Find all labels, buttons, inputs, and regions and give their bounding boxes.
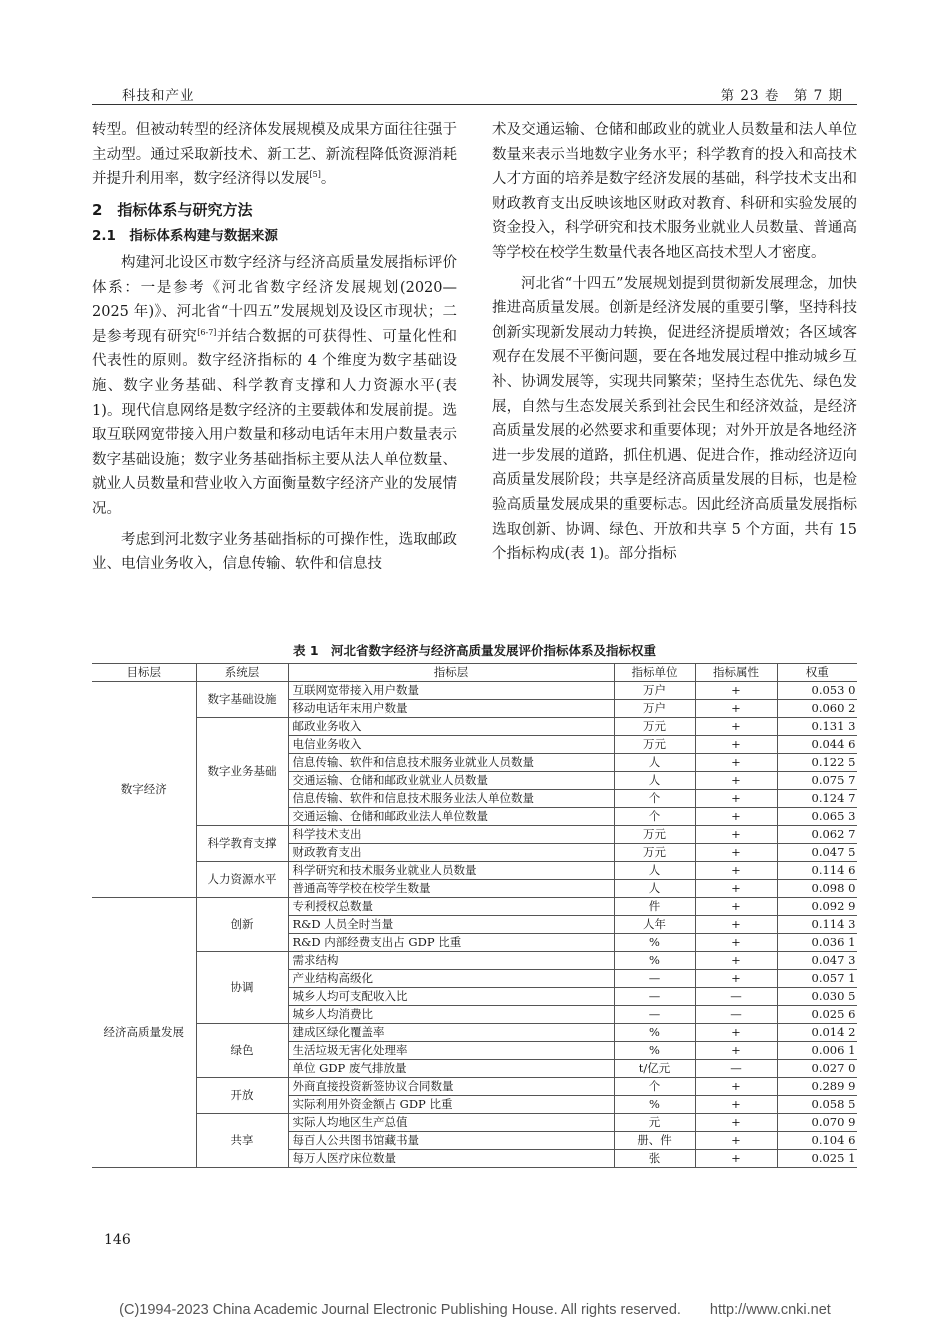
- indicator-cell: 普通高等学校在校学生数量: [288, 880, 614, 898]
- indicator-cell: 外商直接投资新签协议合同数量: [288, 1078, 614, 1096]
- indicator-cell: 城乡人均可支配收入比: [288, 988, 614, 1006]
- citation[interactable]: [5]: [309, 170, 321, 180]
- weight-cell: 0.060 2: [777, 700, 857, 718]
- indicator-cell: 交通运输、仓储和邮政业法人单位数量: [288, 808, 614, 826]
- attribute-cell: +: [695, 718, 777, 736]
- table-row: [92, 898, 857, 916]
- table-row: [92, 1078, 857, 1096]
- weight-cell: 0.044 6: [777, 736, 857, 754]
- section-title: 2 指标体系与研究方法: [92, 200, 253, 219]
- attribute-cell: +: [695, 1042, 777, 1060]
- weight-cell: 0.014 2: [777, 1024, 857, 1042]
- weight-cell: 0.114 3: [777, 916, 857, 934]
- system-layer-cell: 开放: [196, 1078, 288, 1114]
- weight-cell: 0.047 3: [777, 952, 857, 970]
- weight-cell: 0.104 6: [777, 1132, 857, 1150]
- weight-cell: 0.027 0: [777, 1060, 857, 1078]
- column-header: 指标单位: [614, 664, 695, 682]
- unit-cell: 万元: [614, 736, 695, 754]
- indicator-cell: 移动电话年末用户数量: [288, 700, 614, 718]
- attribute-cell: +: [695, 736, 777, 754]
- weight-cell: 0.098 0: [777, 880, 857, 898]
- subsection-title: 2.1 指标体系构建与数据来源: [92, 228, 278, 245]
- indicator-cell: R&D 内部经费支出占 GDP 比重: [288, 934, 614, 952]
- unit-cell: %: [614, 1024, 695, 1042]
- unit-cell: 万户: [614, 700, 695, 718]
- indicator-cell: 产业结构高级化: [288, 970, 614, 988]
- weight-cell: 0.047 5: [777, 844, 857, 862]
- weight-cell: 0.053 0: [777, 682, 857, 700]
- unit-cell: 人: [614, 880, 695, 898]
- left-column: [92, 118, 457, 577]
- indicator-cell: 信息传输、软件和信息技术服务业法人单位数量: [288, 790, 614, 808]
- weight-cell: 0.062 7: [777, 826, 857, 844]
- unit-cell: 万元: [614, 718, 695, 736]
- paragraph: 转型。但被动转型的经济体发展规模及成果方面往往强于主动型。通过采取新技术、新工艺、新流程降低资源消耗并提升利用率，数字经济得以发展[5]。: [92, 122, 457, 188]
- weight-cell: 0.058 5: [777, 1096, 857, 1114]
- system-layer-cell: 科学教育支撑: [196, 826, 288, 862]
- attribute-cell: +: [695, 952, 777, 970]
- attribute-cell: +: [695, 1132, 777, 1150]
- indicator-cell: 财政教育支出: [288, 844, 614, 862]
- paragraph: 术及交通运输、仓储和邮政业的就业人员数量和法人单位数量来表示当地数字业务水平；科学教育的投入和高技术人才方面的培养是数字经济发展的基础，科学技术支出和财政教育支出反映该地区财政对教育、科研和实验发展的资金投入，科学研究和技术服务业就业人员数量、普通高等学校在校学生数量代表各地区高技术型人才密度。: [492, 122, 857, 261]
- indicator-cell: 建成区绿化覆盖率: [288, 1024, 614, 1042]
- weight-cell: 0.065 3: [777, 808, 857, 826]
- unit-cell: 人: [614, 772, 695, 790]
- column-header: 目标层: [92, 664, 196, 682]
- unit-cell: t/亿元: [614, 1060, 695, 1078]
- unit-cell: 万元: [614, 826, 695, 844]
- attribute-cell: +: [695, 826, 777, 844]
- unit-cell: 人: [614, 754, 695, 772]
- weight-cell: 0.092 9: [777, 898, 857, 916]
- system-layer-cell: 绿色: [196, 1024, 288, 1078]
- copyright-notice: (C)1994-2023 China Academic Journal Electronic Publishing House. All rights reserved. http://www.cnki.net: [119, 1302, 831, 1318]
- paragraph: 河北省“十四五”发展规划提到贯彻新发展理念，加快推进高质量发展。创新是经济发展的重要引擎，坚持科技创新实现新发展动力转换，促进经济提质增效；各区域客观存在发展不平衡问题，要在各地发展过程中推动城乡互补、协调发展等，实现共同繁荣；坚持生态优先、绿色发展，自然与生态发展关系到社会民生和经济效益，是经济高质量发展的必然要求和重要体现；对外开放是各地经济进一步发展的道路，抓住机遇、促进合作，推动经济迈向高质量发展阶段；共享是经济高质量发展的目标，也是检验高质量发展成果的重要标志。因此经济高质量发展指标选取创新、协调、绿色、开放和共享 5 个方面，共有 15 个指标构成(表 1)。部分指标: [492, 275, 857, 563]
- attribute-cell: +: [695, 862, 777, 880]
- table-row: [92, 1024, 857, 1042]
- issue-info: 第 23 卷 第 7 期: [720, 88, 843, 104]
- table-row: [92, 826, 857, 844]
- attribute-cell: +: [695, 898, 777, 916]
- attribute-cell: +: [695, 1078, 777, 1096]
- indicator-cell: R&D 人员全时当量: [288, 916, 614, 934]
- indicator-cell: 实际人均地区生产总值: [288, 1114, 614, 1132]
- table-header-row: [92, 664, 857, 682]
- indicator-cell: 交通运输、仓储和邮政业就业人员数量: [288, 772, 614, 790]
- unit-cell: 个: [614, 1078, 695, 1096]
- indicator-cell: 互联网宽带接入用户数量: [288, 682, 614, 700]
- unit-cell: 册、件: [614, 1132, 695, 1150]
- citation[interactable]: [6-7]: [197, 327, 217, 337]
- column-header: 指标属性: [695, 664, 777, 682]
- running-header: [92, 84, 857, 105]
- attribute-cell: +: [695, 1096, 777, 1114]
- weight-cell: 0.075 7: [777, 772, 857, 790]
- indicator-cell: 专利授权总数量: [288, 898, 614, 916]
- indicator-table: [92, 663, 857, 1168]
- attribute-cell: +: [695, 970, 777, 988]
- journal-name: 科技和产业: [122, 88, 195, 104]
- attribute-cell: +: [695, 880, 777, 898]
- page-number: 146: [104, 1232, 131, 1248]
- attribute-cell: +: [695, 790, 777, 808]
- indicator-cell: 科学研究和技术服务业就业人员数量: [288, 862, 614, 880]
- system-layer-cell: 人力资源水平: [196, 862, 288, 898]
- system-layer-cell: 共享: [196, 1114, 288, 1168]
- paragraph: 构建河北设区市数字经济与经济高质量发展指标评价体系：一是参考《河北省数字经济发展规划(2020—2025 年)》、河北省“十四五”发展规划及设区市现状；二是参考现有研究[6-7]并结合数据的可获得性、可量化性和代表性的原则。数字经济指标的 4 个维度为数字基础设施、数字业务基础、科学教育支撑和人力资源水平(表 1)。现代信息网络是数字经济的主要载体和发展前提。选取互联网宽带接入用户数量和移动电话年末用户数量表示数字基础设施；数字业务基础指标主要从法人单位数量、就业人员数量和营业收入方面衡量数字经济产业的发展情况。: [92, 254, 458, 517]
- weight-cell: 0.289 9: [777, 1078, 857, 1096]
- indicator-cell: 科学技术支出: [288, 826, 614, 844]
- goal-layer-cell: 数字经济: [92, 682, 196, 898]
- indicator-cell: 电信业务收入: [288, 736, 614, 754]
- right-column: [492, 118, 857, 567]
- attribute-cell: —: [695, 1060, 777, 1078]
- indicator-cell: 需求结构: [288, 952, 614, 970]
- weight-cell: 0.025 1: [777, 1150, 857, 1168]
- attribute-cell: +: [695, 754, 777, 772]
- attribute-cell: +: [695, 1150, 777, 1168]
- unit-cell: 件: [614, 898, 695, 916]
- attribute-cell: +: [695, 772, 777, 790]
- weight-cell: 0.114 6: [777, 862, 857, 880]
- column-header: 系统层: [196, 664, 288, 682]
- indicator-cell: 单位 GDP 废气排放量: [288, 1060, 614, 1078]
- indicator-cell: 城乡人均消费比: [288, 1006, 614, 1024]
- unit-cell: %: [614, 1042, 695, 1060]
- indicator-cell: 每百人公共图书馆藏书量: [288, 1132, 614, 1150]
- unit-cell: —: [614, 988, 695, 1006]
- attribute-cell: —: [695, 988, 777, 1006]
- weight-cell: 0.006 1: [777, 1042, 857, 1060]
- unit-cell: 张: [614, 1150, 695, 1168]
- attribute-cell: +: [695, 808, 777, 826]
- table-row: [92, 682, 857, 700]
- column-header: 权重: [777, 664, 857, 682]
- unit-cell: —: [614, 970, 695, 988]
- attribute-cell: +: [695, 1024, 777, 1042]
- unit-cell: 万元: [614, 844, 695, 862]
- weight-cell: 0.070 9: [777, 1114, 857, 1132]
- table-row: [92, 862, 857, 880]
- indicator-cell: 邮政业务收入: [288, 718, 614, 736]
- unit-cell: —: [614, 1006, 695, 1024]
- unit-cell: %: [614, 934, 695, 952]
- weight-cell: 0.030 5: [777, 988, 857, 1006]
- unit-cell: 万户: [614, 682, 695, 700]
- column-header: 指标层: [288, 664, 614, 682]
- attribute-cell: —: [695, 1006, 777, 1024]
- unit-cell: 人: [614, 862, 695, 880]
- system-layer-cell: 创新: [196, 898, 288, 952]
- unit-cell: %: [614, 952, 695, 970]
- weight-cell: 0.131 3: [777, 718, 857, 736]
- system-layer-cell: 数字基础设施: [196, 682, 288, 718]
- weight-cell: 0.036 1: [777, 934, 857, 952]
- system-layer-cell: 协调: [196, 952, 288, 1024]
- attribute-cell: +: [695, 682, 777, 700]
- attribute-cell: +: [695, 916, 777, 934]
- table-caption: 表 1 河北省数字经济与经济高质量发展评价指标体系及指标权重: [292, 643, 657, 658]
- attribute-cell: +: [695, 700, 777, 718]
- unit-cell: 人年: [614, 916, 695, 934]
- unit-cell: %: [614, 1096, 695, 1114]
- paragraph: 考虑到河北数字业务基础指标的可操作性，选取邮政业、电信业务收入，信息传输、软件和信息技: [92, 531, 457, 573]
- table-row: [92, 718, 857, 736]
- unit-cell: 个: [614, 808, 695, 826]
- goal-layer-cell: 经济高质量发展: [92, 898, 196, 1168]
- weight-cell: 0.124 7: [777, 790, 857, 808]
- weight-cell: 0.057 1: [777, 970, 857, 988]
- weight-cell: 0.122 5: [777, 754, 857, 772]
- unit-cell: 个: [614, 790, 695, 808]
- attribute-cell: +: [695, 1114, 777, 1132]
- indicator-cell: 生活垃圾无害化处理率: [288, 1042, 614, 1060]
- indicator-cell: 每万人医疗床位数量: [288, 1150, 614, 1168]
- attribute-cell: +: [695, 934, 777, 952]
- table-row: [92, 1114, 857, 1132]
- table-row: [92, 952, 857, 970]
- system-layer-cell: 数字业务基础: [196, 718, 288, 826]
- weight-cell: 0.025 6: [777, 1006, 857, 1024]
- attribute-cell: +: [695, 844, 777, 862]
- indicator-cell: 实际利用外资金额占 GDP 比重: [288, 1096, 614, 1114]
- indicator-cell: 信息传输、软件和信息技术服务业就业人员数量: [288, 754, 614, 772]
- unit-cell: 元: [614, 1114, 695, 1132]
